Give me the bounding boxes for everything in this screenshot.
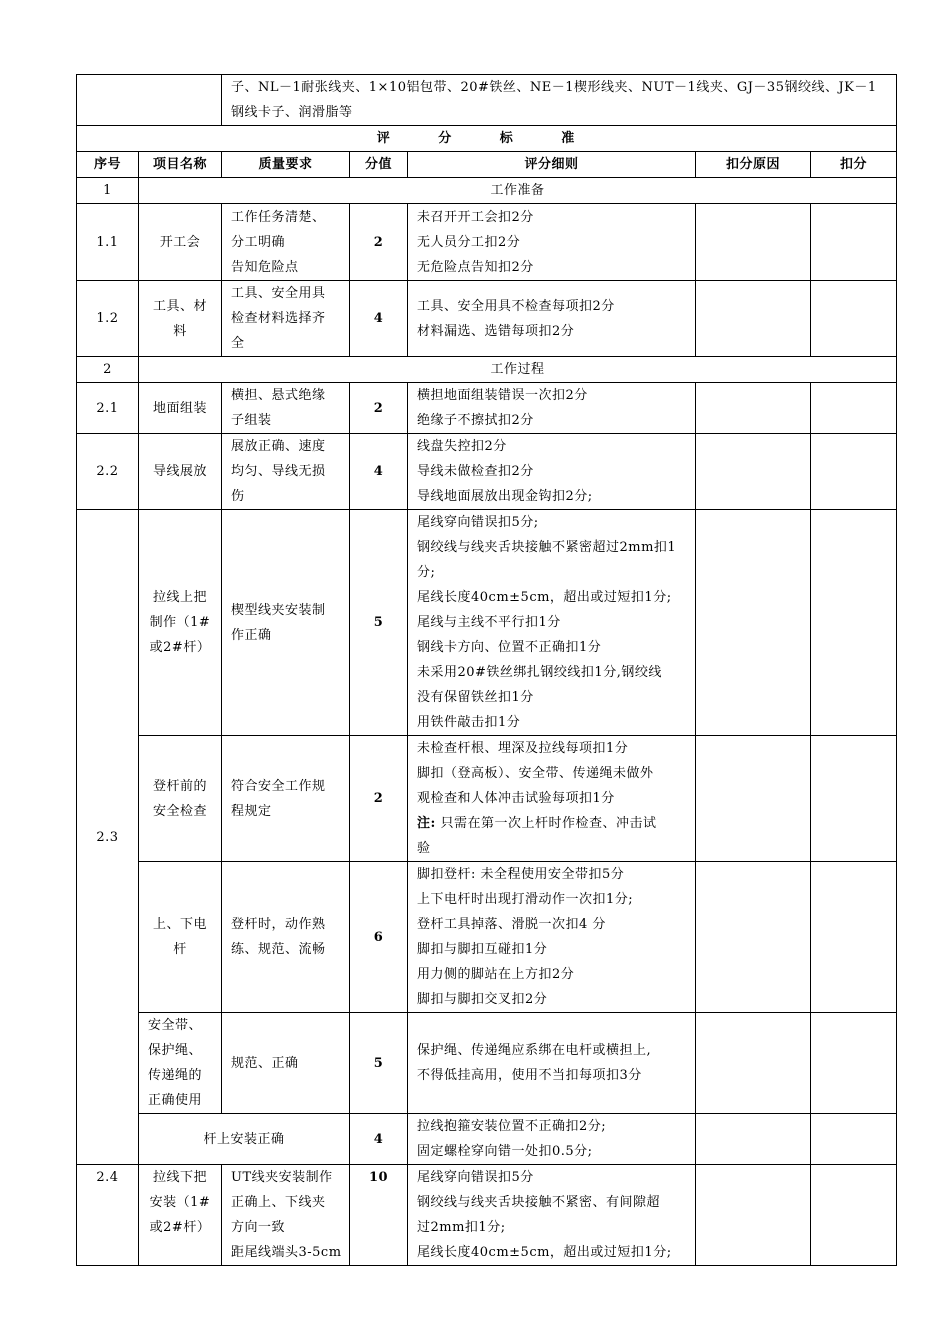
detail-line: 线盘失控扣2分 <box>417 439 507 454</box>
table-row <box>77 281 897 357</box>
row-score: 5 <box>350 1013 408 1114</box>
table-row <box>77 1165 897 1266</box>
row-quality <box>222 736 350 862</box>
group-row <box>77 178 897 204</box>
item-name-line: 上、下电 <box>152 917 207 932</box>
quality-line: 符合安全工作规 <box>231 778 326 794</box>
detail-line: 分; <box>417 565 436 580</box>
row-item-name <box>139 434 222 510</box>
detail-line: 用力侧的脚站在上方扣2分 <box>417 967 575 982</box>
row-deduct[interactable] <box>811 1114 897 1165</box>
detail-line: 钢绞线与线夹舌块接触不紧密、有间隙超 <box>417 1195 661 1210</box>
row-deduct[interactable] <box>811 204 897 281</box>
row-score: 4 <box>350 1114 408 1165</box>
row-details <box>408 204 696 281</box>
row-deduct[interactable] <box>811 434 897 510</box>
table-row <box>77 862 897 1013</box>
row-quality <box>222 383 350 434</box>
detail-line: 尾线穿向错误扣5分; <box>417 515 539 530</box>
row-no: 1.1 <box>77 204 139 281</box>
materials-cell <box>222 75 897 126</box>
note-line: 验 <box>417 841 431 856</box>
row-quality <box>222 1165 350 1266</box>
item-name-line: 杆 <box>173 942 187 957</box>
note-line <box>417 811 689 836</box>
detail-line: 脚扣与脚扣互碰扣1分 <box>417 942 548 957</box>
row-quality <box>222 434 350 510</box>
row-deduct-reason[interactable] <box>696 862 811 1013</box>
table-row <box>77 434 897 510</box>
row-details <box>408 862 696 1013</box>
detail-line: 尾线长度40cm±5cm，超出或过短扣1分; <box>417 1245 672 1260</box>
header-row <box>77 152 897 178</box>
row-score: 2 <box>350 736 408 862</box>
detail-line: 导线地面展放出现金钩扣2分; <box>417 489 593 504</box>
group-title: 工作准备 <box>139 178 897 204</box>
detail-line: 工具、安全用具不检查每项扣2分 <box>417 298 615 314</box>
row-deduct-reason[interactable] <box>696 736 811 862</box>
quality-line: 正确上、下线夹 <box>231 1195 326 1210</box>
group-row <box>77 357 897 383</box>
row-item-name: 杆上安装正确 <box>139 1114 350 1165</box>
header-item-name: 项目名称 <box>139 152 222 178</box>
row-item-name <box>139 736 222 862</box>
row-details <box>408 736 696 862</box>
table-row <box>77 383 897 434</box>
row-details <box>408 383 696 434</box>
quality-line: 横担、悬式绝缘 <box>231 388 326 403</box>
detail-line: 观检查和人体冲击试验每项扣1分 <box>417 791 615 806</box>
row-quality <box>222 510 350 736</box>
detail-line: 尾线与主线不平行扣1分 <box>417 615 561 630</box>
row-no: 1.2 <box>77 281 139 357</box>
quality-line: 工具、安全用具 <box>231 286 326 301</box>
quality-line: 作正确 <box>231 627 272 643</box>
detail-line: 上下电杆时出现打滑动作一次扣1分; <box>417 892 634 907</box>
row-deduct-reason[interactable] <box>696 281 811 357</box>
detail-line: 拉线抱箍安装位置不正确扣2分; <box>417 1119 607 1134</box>
detail-line: 钢绞线与线夹舌块接触不紧密超过2mm扣1 <box>417 540 677 555</box>
detail-line: 脚扣登杆: 未全程使用安全带扣5分 <box>417 867 625 882</box>
row-deduct[interactable] <box>811 736 897 862</box>
quality-line: 工作任务清楚、 <box>231 209 326 225</box>
row-item-name <box>139 1013 222 1114</box>
row-item-name <box>139 204 222 281</box>
row-score: 2 <box>350 204 408 281</box>
detail-line: 不得低挂高用，使用不当扣每项扣3分 <box>417 1068 642 1083</box>
row-deduct[interactable] <box>811 281 897 357</box>
row-quality <box>222 862 350 1013</box>
row-details <box>408 510 696 736</box>
item-name-line: 工具、材 <box>152 298 207 314</box>
quality-line: 展放正确、速度 <box>231 439 326 454</box>
detail-line: 材料漏选、选错每项扣2分 <box>417 323 575 339</box>
quality-line: 规范、正确 <box>231 1055 299 1071</box>
item-name-line: 或2#杆） <box>149 640 211 655</box>
detail-line: 脚扣（登高板）、安全带、传递绳未做外 <box>417 766 654 781</box>
table-row <box>77 1013 897 1114</box>
row-deduct-reason[interactable] <box>696 1165 811 1266</box>
row-quality <box>222 281 350 357</box>
row-details <box>408 434 696 510</box>
detail-line: 脚扣与脚扣交叉扣2分 <box>417 992 548 1007</box>
row-item-name <box>139 862 222 1013</box>
table-row <box>77 204 897 281</box>
quality-line: 全 <box>231 336 245 351</box>
row-item-name <box>139 383 222 434</box>
quality-line: 子组装 <box>231 413 272 428</box>
row-no: 2.4 <box>77 1165 139 1266</box>
row-score: 6 <box>350 862 408 1013</box>
row-quality <box>222 1013 350 1114</box>
row-details <box>408 1114 696 1165</box>
detail-line: 过2mm扣1分; <box>417 1220 506 1235</box>
detail-line: 绝缘子不擦拭扣2分 <box>417 413 534 428</box>
item-name-line: 正确使用 <box>148 1093 203 1108</box>
row-item-name <box>139 281 222 357</box>
table-row <box>77 510 897 736</box>
quality-line: 距尾线端头3-5cm <box>231 1245 342 1260</box>
header-quality: 质量要求 <box>222 152 350 178</box>
row-deduct-reason[interactable] <box>696 1013 811 1114</box>
detail-line: 横担地面组装错误一次扣2分 <box>417 388 588 403</box>
item-name-line: 拉线上把 <box>152 590 207 605</box>
item-name-line: 安全带、 <box>148 1018 203 1033</box>
detail-line: 尾线长度40cm±5cm，超出或过短扣1分; <box>417 590 672 605</box>
materials-line: 子、NL－1耐张线夹、1×10铝包带、20#铁丝、NE－1楔形线夹、NUT－1线夹、GJ－35钢绞线、JK－1 <box>231 80 877 95</box>
section-title-row <box>77 126 897 152</box>
row-deduct[interactable] <box>811 1165 897 1266</box>
table-row <box>77 736 897 862</box>
row-details <box>408 1013 696 1114</box>
row-deduct[interactable] <box>811 510 897 736</box>
quality-line: 伤 <box>231 489 245 504</box>
section-title: 评 分 标 准 <box>77 126 897 152</box>
row-no: 2.3 <box>77 510 139 1165</box>
item-name-line: 地面组装 <box>152 400 207 416</box>
item-name-line: 传递绳的 <box>148 1068 203 1083</box>
row-score: 4 <box>350 281 408 357</box>
quality-line: 分工明确 <box>231 234 286 250</box>
scoring-table <box>76 74 897 1266</box>
quality-line: UT线夹安装制作 <box>231 1170 333 1185</box>
detail-line: 未检查杆根、埋深及拉线每项扣1分 <box>417 741 629 756</box>
header-deduct: 扣分 <box>811 152 897 178</box>
row-deduct[interactable] <box>811 862 897 1013</box>
row-deduct-reason[interactable] <box>696 1114 811 1165</box>
row-score: 10 <box>350 1165 408 1266</box>
row-deduct-reason[interactable] <box>696 204 811 281</box>
item-name-line: 保护绳、 <box>148 1043 203 1058</box>
row-score: 4 <box>350 434 408 510</box>
row-item-name <box>139 1165 222 1266</box>
quality-line: 检查材料选择齐 <box>231 311 326 326</box>
item-name-line: 安全检查 <box>152 803 207 819</box>
row-details <box>408 281 696 357</box>
row-deduct-reason[interactable] <box>696 383 811 434</box>
item-name-line: 安装（1# <box>149 1195 211 1210</box>
group-title: 工作过程 <box>139 357 897 383</box>
note-text: 只需在第一次上杆时作检查、冲击试 <box>440 816 657 831</box>
detail-line: 无人员分工扣2分 <box>417 234 521 250</box>
detail-line: 钢线卡方向、位置不正确扣1分 <box>417 640 602 655</box>
quality-line: 登杆时，动作熟 <box>231 917 326 932</box>
group-no: 2 <box>77 357 139 383</box>
item-name-line: 料 <box>173 323 187 339</box>
detail-line: 登杆工具掉落、滑脱一次扣4 分 <box>417 917 606 932</box>
item-name-line: 或2#杆） <box>149 1220 211 1235</box>
header-no: 序号 <box>77 152 139 178</box>
row-no: 2.2 <box>77 434 139 510</box>
table-row <box>77 1114 897 1165</box>
item-name-line: 导线展放 <box>152 464 207 479</box>
detail-line: 没有保留铁丝扣1分 <box>417 690 534 705</box>
quality-line: 均匀、导线无损 <box>231 464 326 479</box>
detail-line: 无危险点告知扣2分 <box>417 259 534 275</box>
quality-line: 楔型线夹安装制 <box>231 602 326 618</box>
item-name-line: 登杆前的 <box>152 778 207 794</box>
row-item-name <box>139 510 222 736</box>
header-deduct-reason: 扣分原因 <box>696 152 811 178</box>
group-no: 1 <box>77 178 139 204</box>
header-details: 评分细则 <box>408 152 696 178</box>
materials-line: 钢线卡子、润滑脂等 <box>231 105 353 120</box>
quality-line: 程规定 <box>231 803 272 819</box>
detail-line: 未采用20#铁丝绑扎钢绞线扣1分,钢绞线 <box>417 665 662 680</box>
row-deduct[interactable] <box>811 1013 897 1114</box>
detail-line: 固定螺栓穿向错一处扣0.5分; <box>417 1144 593 1159</box>
header-score: 分值 <box>350 152 408 178</box>
item-name-line: 拉线下把 <box>152 1170 207 1185</box>
detail-line: 用铁件敲击扣1分 <box>417 715 521 730</box>
row-score: 5 <box>350 510 408 736</box>
row-quality <box>222 204 350 281</box>
materials-row <box>77 75 897 126</box>
quality-line: 练、规范、流畅 <box>231 942 326 957</box>
materials-empty-cell <box>77 75 222 126</box>
row-deduct-reason[interactable] <box>696 434 811 510</box>
detail-line: 导线未做检查扣2分 <box>417 464 534 479</box>
item-name-line: 开工会 <box>159 234 201 250</box>
row-no: 2.1 <box>77 383 139 434</box>
quality-line: 告知危险点 <box>231 259 299 275</box>
row-details <box>408 1165 696 1266</box>
row-score: 2 <box>350 383 408 434</box>
note-label: 注: <box>417 816 436 831</box>
detail-line: 未召开开工会扣2分 <box>417 209 534 225</box>
row-deduct[interactable] <box>811 383 897 434</box>
detail-line: 尾线穿向错误扣5分 <box>417 1170 534 1185</box>
item-name-line: 制作（1# <box>149 615 211 630</box>
detail-line: 保护绳、传递绳应系绑在电杆或横担上, <box>417 1043 652 1058</box>
quality-line: 方向一致 <box>231 1220 286 1235</box>
row-deduct-reason[interactable] <box>696 510 811 736</box>
